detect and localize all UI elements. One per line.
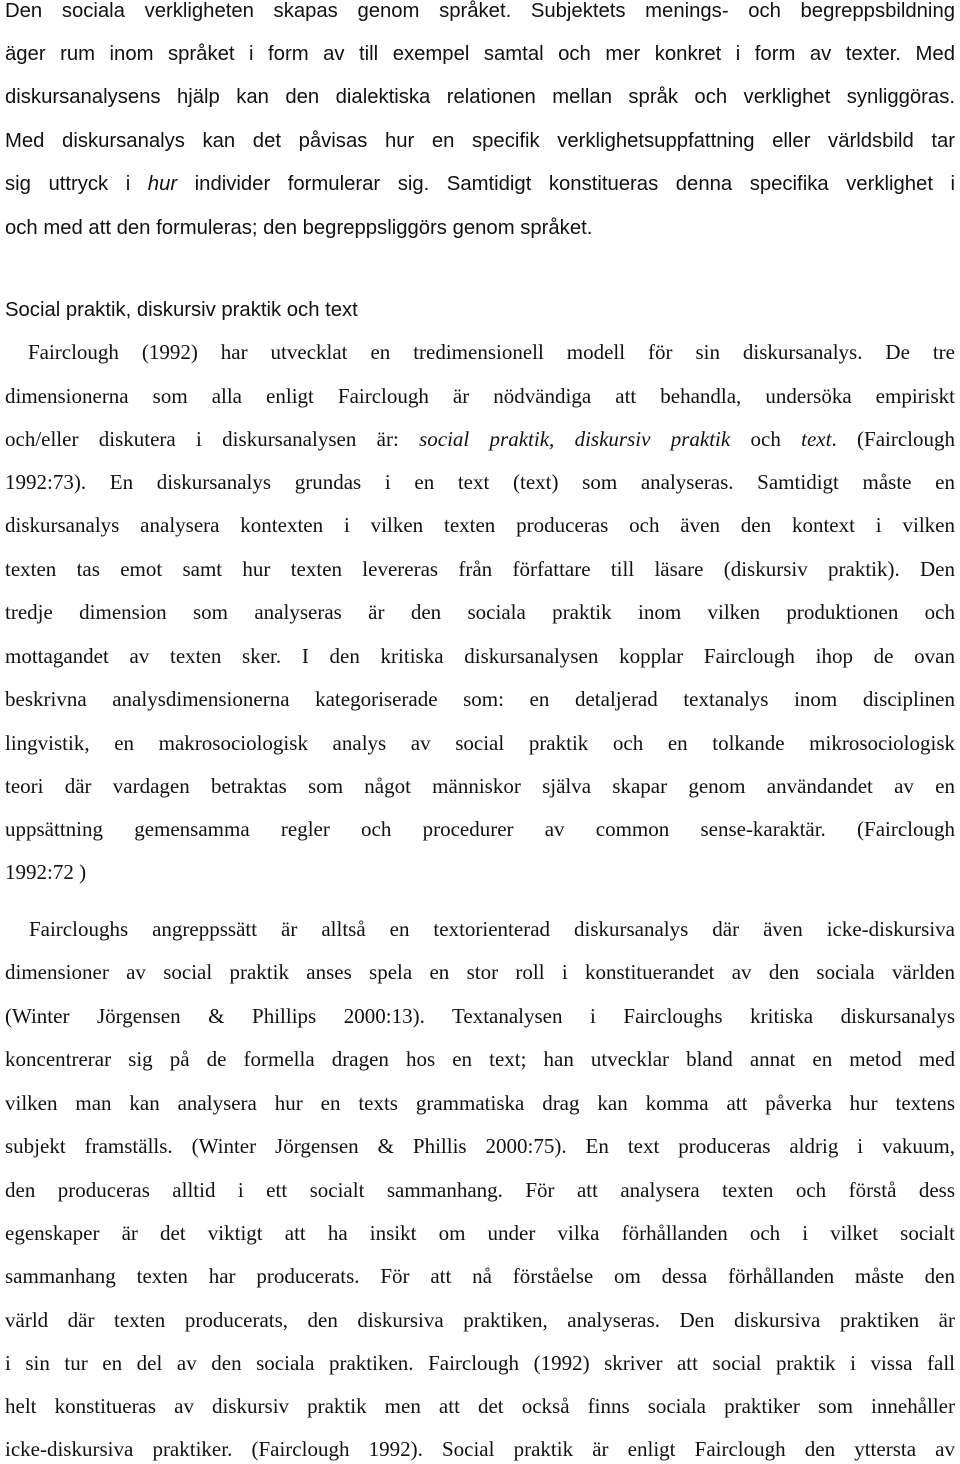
paragraph-2-line: teori där vardagen betraktas som något människor själva skapar genom användandet av en bbox=[5, 774, 955, 798]
paragraph-3-line: vilken man kan analysera hur en texts grammatiska drag kan komma att påverka hur textens bbox=[5, 1091, 955, 1115]
paragraph-3-line: den produceras alltid i ett socialt sammanhang. För att analysera texten och förstå dess bbox=[5, 1178, 955, 1202]
paragraph-3-line: i sin tur en del av den sociala praktiken. Fairclough (1992) skriver att social praktik i vissa fall bbox=[5, 1351, 955, 1375]
paragraph-2-line: lingvistik, en makrosociologisk analys av social praktik och en tolkande mikrosociologisk bbox=[5, 731, 955, 755]
paragraph-2-line bbox=[5, 426, 955, 452]
italic-run: hur bbox=[147, 173, 178, 195]
italic-run: text bbox=[801, 427, 832, 451]
paragraph-1-line: Med diskursanalys kan det påvisas hur en specifik verklighetsuppfattning eller världsbild tar bbox=[5, 130, 955, 152]
text-run: . (Fairclough bbox=[831, 427, 955, 451]
text-run: och/eller diskutera i diskursanalysen är: bbox=[5, 427, 420, 451]
paragraph-3-line: Faircloughs angreppssätt är alltså en textorienterad diskursanalys där även icke-diskursiva bbox=[5, 917, 955, 941]
paragraph-2-line: tredje dimension som analyseras är den sociala praktik inom vilken produktionen och bbox=[5, 600, 955, 624]
paragraph-3-line: egenskaper är det viktigt att ha insikt om under vilka förhållanden och i vilket socialt bbox=[5, 1221, 955, 1245]
text-run: individer formulerar sig. Samtidigt konstitueras denna specifika verklighet i bbox=[177, 173, 956, 195]
paragraph-1-line: äger rum inom språket i form av till exempel samtal och mer konkret i form av texter. Med bbox=[5, 43, 955, 65]
paragraph-3-line: sammanhang texten har producerats. För att nå förståelse om dessa förhållanden måste den bbox=[5, 1264, 955, 1288]
paragraph-2-line: 1992:72 ) bbox=[5, 860, 87, 884]
paragraph-1-line bbox=[5, 171, 955, 197]
section-heading: Social praktik, diskursiv praktik och text bbox=[5, 299, 358, 321]
paragraph-3-line: dimensioner av social praktik anses spela en stor roll i konstituerandet av den sociala världen bbox=[5, 960, 955, 984]
paragraph-2-line: Fairclough (1992) har utvecklat en tredimensionell modell för sin diskursanalys. De tre bbox=[5, 340, 955, 364]
paragraph-1-line: och med att den formuleras; den begreppsliggörs genom språket. bbox=[5, 217, 593, 239]
paragraph-3-line: helt konstitueras av diskursiv praktik men att det också finns sociala praktiker som innehåller bbox=[5, 1394, 955, 1418]
paragraph-3-line: värld där texten producerats, den diskursiva praktiken, analyseras. Den diskursiva praktiken är bbox=[5, 1308, 955, 1332]
paragraph-3-line: icke-diskursiva praktiker. (Fairclough 1992). Social praktik är enligt Fairclough den yttersta av bbox=[5, 1437, 955, 1461]
italic-run: social praktik, diskursiv praktik bbox=[419, 427, 731, 451]
paragraph-1-line: Den sociala verkligheten skapas genom språket. Subjektets menings- och begreppsbildning bbox=[5, 0, 955, 22]
text-run: och bbox=[730, 427, 802, 451]
paragraph-1-line: diskursanalysens hjälp kan den dialektiska relationen mellan språk och verklighet synliggöras. bbox=[5, 86, 955, 108]
paragraph-2-line: mottagandet av texten sker. I den kritiska diskursanalysen kopplar Fairclough ihop de ovan bbox=[5, 644, 955, 668]
paragraph-2-line: beskrivna analysdimensionerna kategoriserade som: en detaljerad textanalys inom disciplinen bbox=[5, 687, 955, 711]
paragraph-2-line: dimensionerna som alla enligt Fairclough är nödvändiga att behandla, undersöka empiriskt bbox=[5, 384, 955, 408]
paragraph-2-line: 1992:73). En diskursanalys grundas i en text (text) som analyseras. Samtidigt måste en bbox=[5, 470, 955, 494]
paragraph-2-line: texten tas emot samt hur texten levereras från författare till läsare (diskursiv praktik). Den bbox=[5, 557, 955, 581]
paragraph-2-line: diskursanalys analysera kontexten i vilken texten produceras och även den kontext i vilken bbox=[5, 513, 955, 537]
paragraph-3-line: koncentrerar sig på de formella dragen hos en text; han utvecklar bland annat en metod med bbox=[5, 1047, 955, 1071]
paragraph-3-line: (Winter Jörgensen & Phillips 2000:13). Textanalysen i Faircloughs kritiska diskursanalys bbox=[5, 1004, 955, 1028]
paragraph-2-line: uppsättning gemensamma regler och procedurer av common sense-karaktär. (Fairclough bbox=[5, 817, 955, 841]
paragraph-3-line: subjekt framställs. (Winter Jörgensen & Phillis 2000:75). En text produceras aldrig i vakuum, bbox=[5, 1134, 955, 1158]
text-run: sig uttryck i bbox=[5, 173, 148, 195]
